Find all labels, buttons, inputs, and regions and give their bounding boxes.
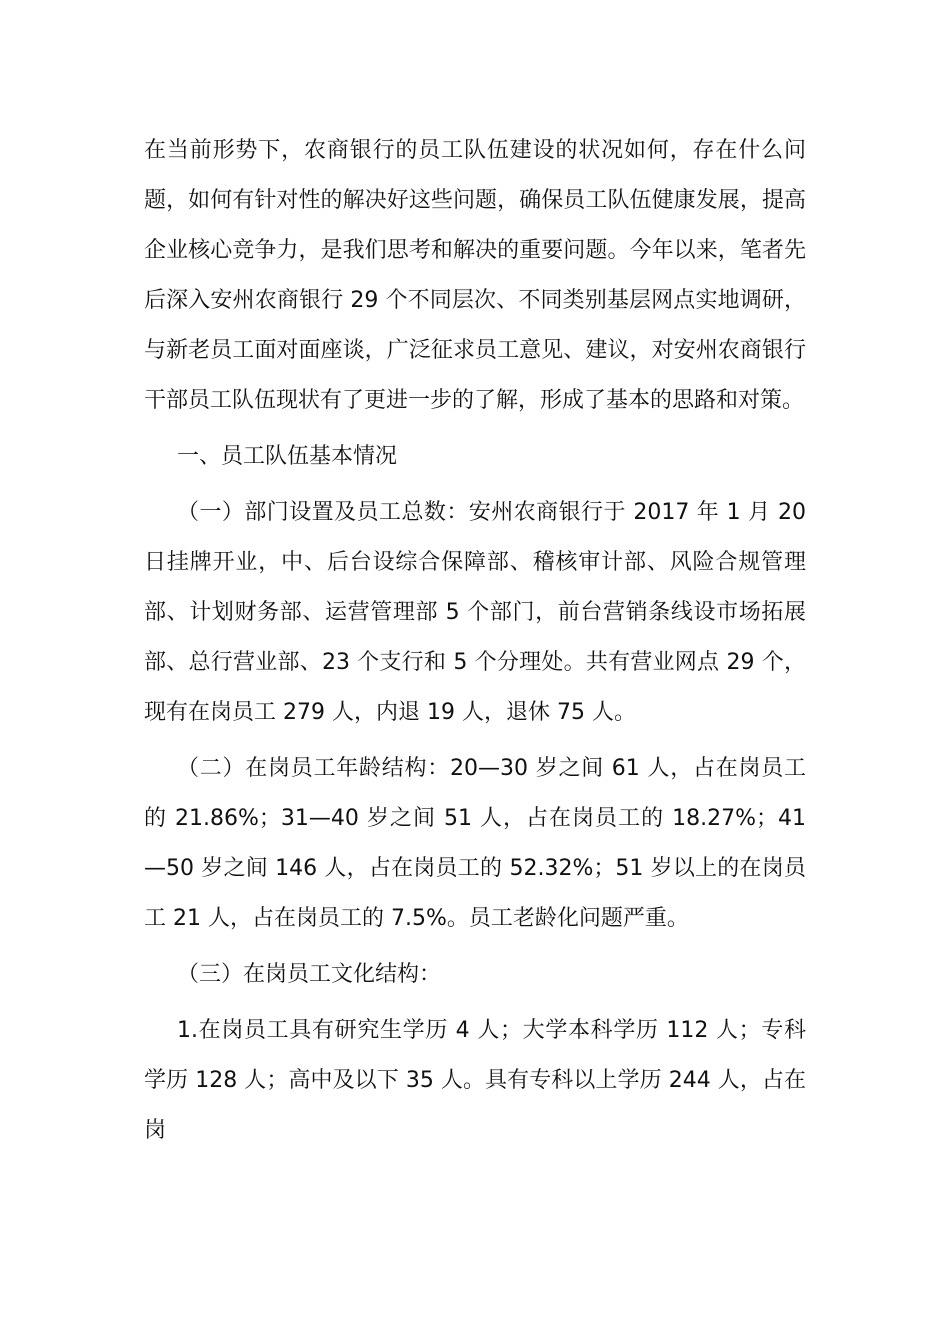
age-structure-paragraph: （二）在岗员工年龄结构：20—30 岁之间 61 人，占在岗员工的 21.86%；31—40 岁之间 51 人，占在岗员工的 18.27%；41—50 岁之间 146 人，占在岗员工的 52.32%；51 岁以上的在岗员工 21 人，占在岗员工的 7.5%。员工老龄化问题严重。 — [144, 756, 806, 931]
education-heading: （三）在岗员工文化结构： — [177, 962, 442, 987]
department-paragraph: （一）部门设置及员工总数：安州农商银行于 2017 年 1 月 20 日挂牌开业，中、后台设综合保障部、稽核审计部、风险合规管理部、计划财务部、运营管理部 5 个部门，前台营销条线设市场拓展部、总行营业部、23 个支行和 5 个分理处。共有营业网点 29 个，现有在岗员工 279 人，内退 19 人，退休 75 人。 — [144, 500, 806, 725]
intro-paragraph: 在当前形势下，农商银行的员工队伍建设的状况如何，存在什么问题，如何有针对性的解决好这些问题，确保员工队伍健康发展，提高企业核心竞争力，是我们思考和解决的重要问题。今年以来，笔者先后深入安州农商银行 29 个不同层次、不同类别基层网点实地调研，与新老员工面对面座谈，广泛征求员工意见、建议，对安州农商银行干部员工队伍现状有了更进一步的了解，形成了基本的思路和对策。 — [144, 138, 806, 413]
education-paragraph: 1.在岗员工具有研究生学历 4 人；大学本科学历 112 人；专科学历 128 人；高中及以下 35 人。具有专科以上学历 244 人，占在岗 — [144, 1018, 806, 1143]
document-body — [144, 126, 806, 1156]
section-heading: 一、员工队伍基本情况 — [177, 444, 398, 469]
